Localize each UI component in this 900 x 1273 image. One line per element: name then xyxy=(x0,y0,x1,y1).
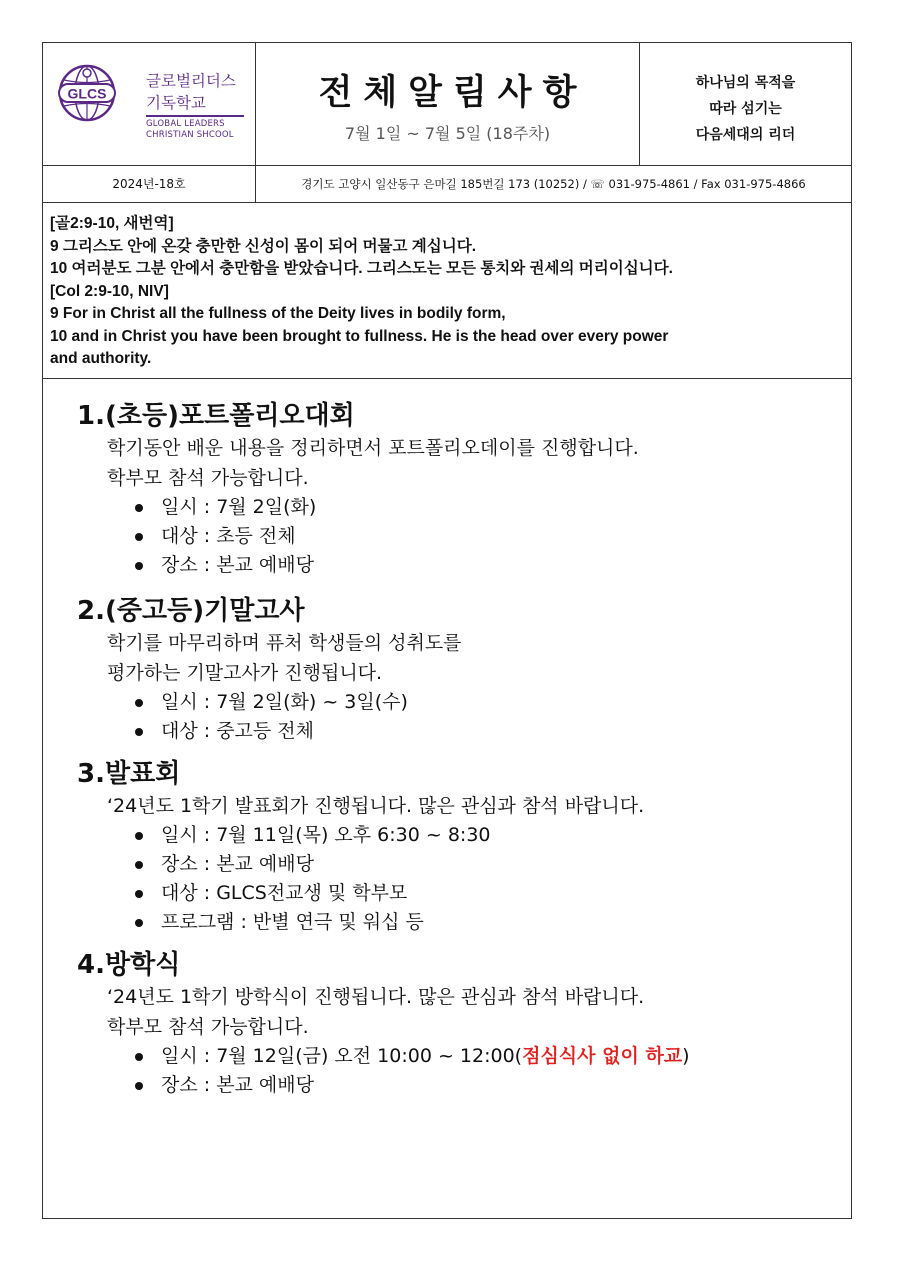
no-lunch-alert: 점심식사 없이 하교 xyxy=(522,1045,683,1067)
section-description xyxy=(107,628,797,688)
logo-en-line: CHRISTIAN SHCOOL xyxy=(146,130,234,140)
section-number: 2. xyxy=(77,596,105,626)
motto-line: 다음세대의 리더 xyxy=(695,127,796,143)
logo-kr-line: 글로벌리더스 xyxy=(146,72,236,90)
desc-line: 학부모 참석 가능합니다. xyxy=(107,1016,309,1038)
list-item: 장소 : 본교 예배당 xyxy=(135,850,797,879)
logo-english-name xyxy=(146,119,234,141)
globe-logo-icon xyxy=(57,63,117,123)
desc-line: ‘24년도 1학기 발표회가 진행됩니다. 많은 관심과 참석 바랍니다. xyxy=(107,795,645,817)
desc-line: 학부모 참석 가능합니다. xyxy=(107,467,309,489)
section-final-exam xyxy=(77,594,797,746)
verse-line: and authority. xyxy=(50,350,152,367)
list-item: 대상 : 초등 전체 xyxy=(135,522,797,551)
desc-line: ‘24년도 1학기 방학식이 진행됩니다. 많은 관심과 참석 바랍니다. xyxy=(107,986,645,1008)
logo-divider xyxy=(146,115,244,117)
section-title xyxy=(77,948,797,982)
section-title-text: 발표회 xyxy=(104,759,181,789)
desc-line: 학기동안 배운 내용을 정리하면서 포트폴리오데이를 진행합니다. xyxy=(107,437,639,459)
list-item: 일시 : 7월 2일(화) ~ 3일(수) xyxy=(135,688,797,717)
section-number: 1. xyxy=(77,401,105,431)
page-title: 전체알림사항 xyxy=(318,73,588,113)
motto-line: 따라 섬기는 xyxy=(709,101,782,117)
motto-line: 하나님의 목적을 xyxy=(695,75,796,91)
section-presentation xyxy=(77,757,797,937)
section-closing-ceremony xyxy=(77,948,797,1100)
list-item: 일시 : 7월 11일(목) 오후 6:30 ~ 8:30 xyxy=(135,821,797,850)
desc-line: 평가하는 기말고사가 진행됩니다. xyxy=(107,662,383,684)
section-number: 4. xyxy=(77,950,105,980)
section-description xyxy=(107,433,797,493)
verse-line: 9 그리스도 안에 온갖 충만한 신성이 몸이 되어 머물고 계십니다. xyxy=(50,237,477,255)
list-item xyxy=(135,1042,797,1071)
school-address: 경기도 고양시 일산동구 은마길 185번길 173 (10252) / ☏ 031-975-4861 / Fax 031-975-4866 xyxy=(301,177,806,191)
section-number: 3. xyxy=(77,759,105,789)
desc-line: 학기를 마무리하며 퓨처 학생들의 성취도를 xyxy=(107,632,462,654)
date-text: 일시 : 7월 12일(금) 오전 10:00 ~ 12:00( xyxy=(161,1045,523,1067)
school-logo xyxy=(43,43,256,165)
verse-line: [Col 2:9-10, NIV] xyxy=(50,282,169,300)
list-item: 프로그램 : 반별 연극 및 워십 등 xyxy=(135,908,797,937)
list-item: 장소 : 본교 예배당 xyxy=(135,551,797,580)
header-row xyxy=(43,43,851,166)
section-portfolio xyxy=(77,399,797,580)
logo-korean-name xyxy=(146,70,236,114)
verse-line: [골2:9-10, 새번역] xyxy=(50,215,174,232)
bible-verse-block xyxy=(43,203,851,379)
list-item: 대상 : GLCS전교생 및 학부모 xyxy=(135,879,797,908)
notice-page xyxy=(42,42,852,1219)
logo-kr-line: 기독학교 xyxy=(146,94,206,112)
issue-number: 2024년-18호 xyxy=(43,166,256,202)
motto-block xyxy=(640,43,851,165)
date-suffix: ) xyxy=(682,1045,690,1067)
detail-list xyxy=(77,688,797,746)
section-description xyxy=(107,791,797,821)
section-title xyxy=(77,594,797,628)
section-title xyxy=(77,399,797,433)
verse-line: 10 여러분도 그분 안에서 충만함을 받았습니다. 그리스도는 모든 통치와 권세의 머리이십니다. xyxy=(50,260,673,277)
section-description xyxy=(107,982,797,1042)
list-item: 장소 : 본교 예배당 xyxy=(135,1071,797,1100)
section-title-text: 방학식 xyxy=(104,950,181,980)
logo-en-line: GLOBAL LEADERS xyxy=(146,119,225,129)
detail-list xyxy=(77,821,797,937)
section-title xyxy=(77,757,797,791)
verse-line: 9 For in Christ all the fullness of the Deity lives in bodily form, xyxy=(50,305,506,322)
list-item: 대상 : 중고등 전체 xyxy=(135,717,797,746)
title-block xyxy=(256,43,640,165)
section-title-text: (초등)포트폴리오대회 xyxy=(104,401,355,431)
logo-mark-text: GLCS xyxy=(67,85,107,102)
verse-line: 10 and in Christ you have been brought to fullness. He is the head over every power xyxy=(50,327,669,345)
week-range: 7월 1일 ~ 7월 5일 (18주차) xyxy=(344,124,551,143)
detail-list xyxy=(77,493,797,580)
list-item: 일시 : 7월 2일(화) xyxy=(135,493,797,522)
detail-list xyxy=(77,1042,797,1100)
info-row xyxy=(43,166,851,203)
section-title-text: (중고등)기말고사 xyxy=(104,596,305,626)
